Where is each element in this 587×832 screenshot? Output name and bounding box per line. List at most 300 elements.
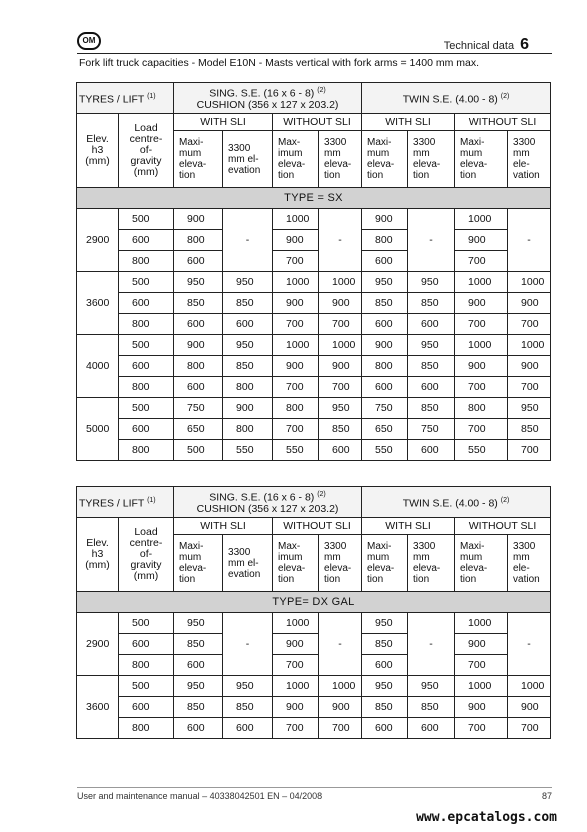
capacity-cell-text: 700 <box>468 422 486 435</box>
capacity-cell-text: 800 <box>286 401 304 414</box>
footer-document-id: User and maintenance manual – 40338042501 EN – 04/2008 <box>77 791 323 801</box>
capacity-cell <box>223 398 273 419</box>
type-label-text: TYPE = SX <box>284 191 343 204</box>
header-sing-with-sli <box>174 114 273 131</box>
capacity-cell-text: 700 <box>286 658 304 671</box>
header-twin-without-sli-text: WITHOUT SLI <box>468 519 537 532</box>
capacity-cell <box>319 293 362 314</box>
page-subtitle: Fork lift truck capacities - Model E10N - Masts vertical with fork arms = 1400 mm max. <box>79 57 479 69</box>
table-row <box>77 697 551 718</box>
capacity-cell <box>508 718 551 739</box>
header-elevation-col-7-text: Maxi- mum eleva- tion <box>460 137 488 181</box>
capacity-cell <box>362 251 408 272</box>
capacity-cell-text: 950 <box>332 401 350 414</box>
capacity-cell-text: 600 <box>187 380 205 393</box>
table-row <box>77 314 551 335</box>
table-row <box>77 230 551 251</box>
header-elevation-col-5-text: Maxi- mum eleva- tion <box>367 137 395 181</box>
capacity-cell <box>223 293 273 314</box>
capacity-cell <box>319 718 362 739</box>
capacity-cell-text: 1000 <box>468 616 492 629</box>
capacity-cell-text: - <box>338 637 342 650</box>
header-twin-with-sli <box>362 114 455 131</box>
capacity-cell-text: 700 <box>521 380 539 393</box>
capacity-cell-text: 950 <box>421 275 439 288</box>
capacity-cell-text: 850 <box>421 296 439 309</box>
capacity-cell <box>273 655 319 676</box>
header-elevation-col-8-text: 3300 mm ele- vation <box>513 541 540 585</box>
capacity-cell-text: 800 <box>187 233 205 246</box>
elevation-h3-cell-text: 2900 <box>86 233 110 246</box>
header-row-tyres <box>77 83 551 114</box>
capacity-cell <box>455 335 508 356</box>
capacity-cell <box>223 314 273 335</box>
header-elevation-col-3-text: Max- imum eleva- tion <box>278 137 306 181</box>
header-sing-se <box>174 487 362 518</box>
capacity-cell-text: 900 <box>236 401 254 414</box>
header-sing-without-sli-text: WITHOUT SLI <box>283 115 351 128</box>
header-sing-with-sli-text: WITH SLI <box>200 115 246 128</box>
capacity-cell <box>319 440 362 461</box>
capacity-cell <box>508 335 551 356</box>
elevation-h3-cell <box>77 398 119 461</box>
capacity-cell-text: 900 <box>286 233 304 246</box>
load-centre-cell-text: 800 <box>132 380 150 393</box>
capacity-cell-text: 700 <box>286 254 304 267</box>
header-load-centre-text: Load centre- of- gravity (mm) <box>129 526 163 582</box>
capacity-cell-text: 900 <box>332 700 350 713</box>
load-centre-cell <box>119 718 174 739</box>
capacity-cell <box>362 697 408 718</box>
capacity-cell-text: 600 <box>332 443 350 456</box>
load-centre-cell <box>119 335 174 356</box>
capacity-cell <box>455 613 508 634</box>
header-elevation-col-3 <box>273 131 319 188</box>
load-centre-cell-text: 800 <box>132 317 150 330</box>
capacity-cell <box>319 209 362 272</box>
header-elevation-col-2 <box>223 535 273 592</box>
header-twin-with-sli-text: WITH SLI <box>385 115 431 128</box>
capacity-cell <box>408 676 455 697</box>
capacity-cell-text: 1000 <box>521 679 545 692</box>
table-row <box>77 613 551 634</box>
header-elevation-col-1 <box>174 131 223 188</box>
capacity-cell <box>273 230 319 251</box>
elevation-h3-cell <box>77 676 119 739</box>
capacity-cell-text: 550 <box>375 443 393 456</box>
capacity-cell <box>174 613 223 634</box>
capacity-cell-text: 1000 <box>286 616 310 629</box>
capacity-cell-text: 800 <box>187 359 205 372</box>
load-centre-cell-text: 800 <box>132 721 150 734</box>
capacity-cell <box>408 718 455 739</box>
header-elev-h3 <box>77 518 119 592</box>
header-row-sli <box>77 518 551 535</box>
capacity-cell-text: 750 <box>187 401 205 414</box>
header-elevation-col-5 <box>362 535 408 592</box>
om-logo: OM <box>77 32 101 50</box>
capacity-cell-text: 850 <box>421 700 439 713</box>
header-elevation-col-2-text: 3300 mm el- evation <box>228 546 261 580</box>
capacity-cell-text: 600 <box>375 317 393 330</box>
load-centre-cell <box>119 697 174 718</box>
header-tyres-lift-text: TYRES / LIFT <box>79 497 145 510</box>
header-sing-without-sli <box>273 114 362 131</box>
header-elevation-col-2-text: 3300 mm el- evation <box>228 142 261 176</box>
elevation-h3-cell-text: 3600 <box>86 296 110 309</box>
load-centre-cell <box>119 293 174 314</box>
elevation-h3-cell <box>77 272 119 335</box>
table-row <box>77 377 551 398</box>
capacity-cell <box>455 314 508 335</box>
capacity-cell-text: 600 <box>375 254 393 267</box>
capacity-cell <box>174 398 223 419</box>
capacity-table-sx <box>76 82 551 461</box>
capacity-cell <box>174 419 223 440</box>
capacity-cell <box>508 314 551 335</box>
header-elevation-col-3 <box>273 535 319 592</box>
capacity-cell <box>223 272 273 293</box>
capacity-cell-text: 1000 <box>332 275 356 288</box>
capacity-cell <box>455 356 508 377</box>
capacity-cell <box>362 209 408 230</box>
capacity-cell <box>408 209 455 272</box>
capacity-cell-text: 950 <box>375 679 393 692</box>
header-elevation-col-4-text: 3300 mm eleva- tion <box>324 137 352 181</box>
capacity-cell <box>362 272 408 293</box>
load-centre-cell <box>119 251 174 272</box>
capacity-cell-text: 950 <box>236 275 254 288</box>
elevation-h3-cell <box>77 335 119 398</box>
header-elevation-col-4 <box>319 131 362 188</box>
capacity-cell <box>223 718 273 739</box>
footer-rule <box>77 787 552 788</box>
capacity-cell-text: 700 <box>468 317 486 330</box>
header-elevation-col-6 <box>408 535 455 592</box>
load-centre-cell <box>119 440 174 461</box>
sing-se-line1: SING. S.E. (16 x 6 - 8) <box>209 491 315 504</box>
capacity-cell <box>319 419 362 440</box>
capacity-cell-text: 1000 <box>332 679 356 692</box>
capacity-cell-text: 600 <box>421 443 439 456</box>
table-row <box>77 251 551 272</box>
capacity-table-dx-gal <box>76 486 551 739</box>
section-header <box>444 36 529 54</box>
header-elevation-col-8 <box>508 535 551 592</box>
header-elevation-col-1-text: Maxi- mum eleva- tion <box>179 137 207 181</box>
capacity-cell-text: 900 <box>468 700 486 713</box>
header-elevation-col-3-text: Max- imum eleva- tion <box>278 541 306 585</box>
capacity-cell-text: 650 <box>375 422 393 435</box>
capacity-cell <box>273 613 319 634</box>
capacity-cell-text: 1000 <box>521 338 545 351</box>
capacity-cell-text: 1000 <box>286 275 310 288</box>
header-elev-h3-text: Elev. h3 (mm) <box>85 133 110 167</box>
sing-se-line1: SING. S.E. (16 x 6 - 8) <box>209 87 315 100</box>
capacity-cell <box>508 419 551 440</box>
capacity-cell-text: 1000 <box>286 338 310 351</box>
capacity-cell <box>273 314 319 335</box>
capacity-cell-text: 1000 <box>468 679 492 692</box>
capacity-cell <box>455 251 508 272</box>
header-elevation-col-7-text: Maxi- mum eleva- tion <box>460 541 488 585</box>
capacity-cell <box>273 718 319 739</box>
capacity-cell-text: 1000 <box>468 338 492 351</box>
header-tyres-lift <box>77 487 174 518</box>
header-elevation-col-7 <box>455 131 508 188</box>
capacity-cell <box>362 655 408 676</box>
header-twin-se <box>362 83 551 114</box>
capacity-cell <box>362 314 408 335</box>
capacity-cell-text: 650 <box>187 422 205 435</box>
capacity-cell <box>362 293 408 314</box>
capacity-cell <box>319 697 362 718</box>
capacity-cell <box>362 356 408 377</box>
capacity-cell <box>508 209 551 272</box>
capacity-cell-text: 600 <box>236 721 254 734</box>
capacity-cell-text: 900 <box>332 359 350 372</box>
capacity-cell <box>273 272 319 293</box>
sing-se-line2: CUSHION (356 x 127 x 203.2) <box>196 98 339 111</box>
table-row <box>77 634 551 655</box>
load-centre-cell <box>119 676 174 697</box>
header-elevation-col-6 <box>408 131 455 188</box>
capacity-cell <box>362 613 408 634</box>
capacity-cell <box>273 634 319 655</box>
load-centre-cell-text: 500 <box>132 212 150 225</box>
capacity-cell-text: 900 <box>468 637 486 650</box>
table-row <box>77 209 551 230</box>
capacity-cell-text: 900 <box>375 338 393 351</box>
capacity-cell-text: 900 <box>332 296 350 309</box>
capacity-cell-text: 950 <box>521 401 539 414</box>
header-sing-se <box>174 83 362 114</box>
elevation-h3-cell-text: 4000 <box>86 359 110 372</box>
capacity-cell-text: - <box>527 233 531 246</box>
capacity-cell <box>174 335 223 356</box>
header-load-centre <box>119 114 174 188</box>
capacity-cell-text: 600 <box>236 317 254 330</box>
capacity-cell <box>455 634 508 655</box>
capacity-cell-text: 900 <box>468 296 486 309</box>
capacity-cell <box>174 655 223 676</box>
elevation-h3-cell-text: 2900 <box>86 637 110 650</box>
load-centre-cell <box>119 377 174 398</box>
header-sing-without-sli-text: WITHOUT SLI <box>283 519 351 532</box>
table-row <box>77 655 551 676</box>
header-sing-without-sli <box>273 518 362 535</box>
header-load-centre <box>119 518 174 592</box>
capacity-cell-text: 700 <box>468 721 486 734</box>
type-label <box>77 592 551 613</box>
capacity-cell-text: 600 <box>187 254 205 267</box>
capacity-cell-text: 850 <box>332 422 350 435</box>
capacity-cell <box>174 634 223 655</box>
capacity-cell <box>362 230 408 251</box>
capacity-cell <box>362 676 408 697</box>
capacity-cell-text: 950 <box>187 275 205 288</box>
capacity-cell-text: - <box>245 637 250 650</box>
table-row <box>77 356 551 377</box>
capacity-cell <box>273 419 319 440</box>
capacity-cell <box>362 398 408 419</box>
capacity-cell <box>273 335 319 356</box>
header-twin-without-sli-text: WITHOUT SLI <box>468 115 537 128</box>
capacity-cell-text: 900 <box>187 212 205 225</box>
capacity-cell <box>223 377 273 398</box>
load-centre-cell <box>119 209 174 230</box>
capacity-cell-text: 700 <box>521 317 539 330</box>
capacity-cell-text: 700 <box>332 380 350 393</box>
capacity-cell <box>319 335 362 356</box>
section-number: 6 <box>520 36 529 53</box>
capacity-cell-text: 900 <box>375 212 393 225</box>
capacity-cell <box>455 676 508 697</box>
capacity-cell <box>319 377 362 398</box>
capacity-cell-text: 600 <box>421 380 439 393</box>
capacity-cell <box>319 613 362 676</box>
capacity-cell-text: 850 <box>375 700 393 713</box>
capacity-cell-text: 800 <box>375 233 393 246</box>
capacity-cell-text: - <box>429 637 433 650</box>
header-elevation-col-2 <box>223 131 273 188</box>
capacity-cell-text: 1000 <box>521 275 545 288</box>
capacity-cell-text: 600 <box>375 658 393 671</box>
capacity-cell-text: 600 <box>421 317 439 330</box>
load-centre-cell-text: 600 <box>132 422 150 435</box>
capacity-cell <box>455 718 508 739</box>
capacity-cell <box>319 272 362 293</box>
capacity-cell <box>455 440 508 461</box>
capacity-cell-text: 800 <box>468 401 486 414</box>
elevation-h3-cell-text: 3600 <box>86 700 110 713</box>
capacity-cell-text: 500 <box>187 443 205 456</box>
capacity-cell <box>408 419 455 440</box>
capacity-cell <box>455 655 508 676</box>
table-row <box>77 272 551 293</box>
capacity-cell <box>174 697 223 718</box>
capacity-cell-text: 700 <box>468 380 486 393</box>
capacity-cell-text: 900 <box>521 296 539 309</box>
capacity-cell-text: 600 <box>187 317 205 330</box>
capacity-cell <box>174 440 223 461</box>
capacity-cell <box>174 718 223 739</box>
header-tyres-lift-text: TYRES / LIFT <box>79 93 145 106</box>
header-elevation-col-4 <box>319 535 362 592</box>
header-tyres-lift <box>77 83 174 114</box>
capacity-cell-text: 950 <box>236 679 254 692</box>
load-centre-cell <box>119 398 174 419</box>
load-centre-cell-text: 500 <box>132 275 150 288</box>
header-twin-with-sli-text: WITH SLI <box>385 519 431 532</box>
capacity-cell <box>455 419 508 440</box>
capacity-cell <box>223 419 273 440</box>
capacity-cell <box>508 377 551 398</box>
capacity-cell-text: 850 <box>375 296 393 309</box>
table-row <box>77 398 551 419</box>
capacity-cell-text: 700 <box>286 380 304 393</box>
header-twin-se-text: TWIN S.E. (4.00 - 8) <box>402 497 498 510</box>
capacity-cell <box>455 697 508 718</box>
capacity-cell <box>174 209 223 230</box>
capacity-cell-text: 1000 <box>286 212 310 225</box>
capacity-cell-text: 850 <box>236 359 254 372</box>
elevation-h3-cell <box>77 613 119 676</box>
header-elev-h3-text: Elev. h3 (mm) <box>85 537 110 571</box>
header-elev-h3 <box>77 114 119 188</box>
load-centre-cell-text: 600 <box>132 637 150 650</box>
capacity-cell-text: 700 <box>286 422 304 435</box>
header-elevation-col-4-text: 3300 mm eleva- tion <box>324 541 352 585</box>
load-centre-cell <box>119 356 174 377</box>
capacity-cell-text: 600 <box>421 721 439 734</box>
capacity-cell <box>273 293 319 314</box>
capacity-cell <box>362 440 408 461</box>
header-row-sli <box>77 114 551 131</box>
footnote-marker: (1) <box>147 92 156 100</box>
capacity-cell-text: 850 <box>375 637 393 650</box>
capacity-cell-text: 950 <box>187 679 205 692</box>
footnote-marker: (1) <box>147 496 156 504</box>
capacity-cell <box>455 377 508 398</box>
capacity-cell-text: 900 <box>286 700 304 713</box>
header-load-centre-text: Load centre- of- gravity (mm) <box>129 122 163 178</box>
capacity-cell-text: 950 <box>375 275 393 288</box>
type-label-text: TYPE= DX GAL <box>272 595 355 608</box>
capacity-cell-text: 900 <box>286 296 304 309</box>
capacity-cell <box>174 314 223 335</box>
capacity-cell-text: 800 <box>236 380 254 393</box>
watermark-url: www.epcatalogs.com <box>416 810 557 825</box>
capacity-cell-text: 900 <box>187 338 205 351</box>
capacity-cell-text: 700 <box>521 443 539 456</box>
load-centre-cell <box>119 634 174 655</box>
table-row <box>77 335 551 356</box>
capacity-cell <box>273 377 319 398</box>
capacity-cell <box>408 293 455 314</box>
header-twin-without-sli <box>455 114 551 131</box>
capacity-cell <box>508 356 551 377</box>
header-rule <box>77 53 552 54</box>
capacity-cell <box>408 398 455 419</box>
table-row <box>77 419 551 440</box>
capacity-cell-text: 950 <box>421 679 439 692</box>
elevation-h3-cell-text: 5000 <box>86 422 110 435</box>
footnote-marker: (2) <box>500 92 510 100</box>
capacity-cell <box>408 440 455 461</box>
capacity-cell-text: - <box>338 233 342 246</box>
capacity-cell <box>508 272 551 293</box>
capacity-cell-text: 1000 <box>286 679 310 692</box>
capacity-cell <box>223 613 273 676</box>
capacity-cell-text: 850 <box>421 401 439 414</box>
capacity-cell <box>455 230 508 251</box>
capacity-cell <box>174 377 223 398</box>
capacity-cell <box>455 272 508 293</box>
capacity-cell-text: 900 <box>521 359 539 372</box>
capacity-cell-text: 850 <box>236 700 254 713</box>
capacity-cell-text: 600 <box>375 721 393 734</box>
capacity-cell <box>174 356 223 377</box>
capacity-cell-text: 700 <box>468 658 486 671</box>
capacity-cell-text: 850 <box>187 637 205 650</box>
capacity-cell-text: 700 <box>286 721 304 734</box>
capacity-cell <box>508 613 551 676</box>
header-elevation-col-6-text: 3300 mm eleva- tion <box>413 137 441 181</box>
capacity-cell <box>273 209 319 230</box>
capacity-cell <box>508 676 551 697</box>
capacity-cell <box>508 293 551 314</box>
